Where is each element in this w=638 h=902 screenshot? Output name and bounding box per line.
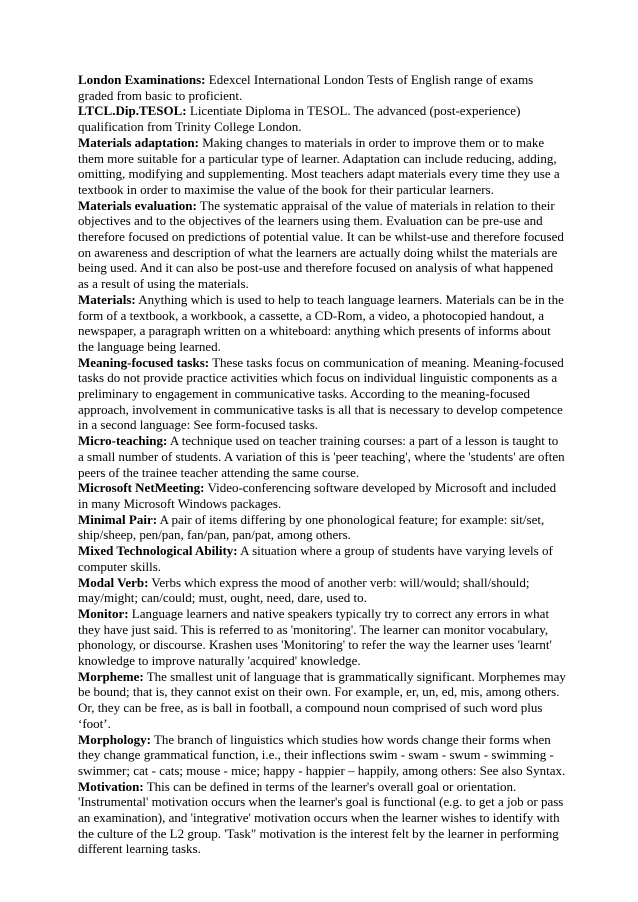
glossary-entry-morpheme: [78, 669, 566, 732]
glossary-entry-minimal-pair: [78, 512, 566, 543]
glossary-term: Morphology:: [78, 731, 151, 747]
glossary-entry-micro-teaching: [78, 433, 566, 480]
glossary-entry-modal-verb: [78, 575, 566, 606]
glossary-term: Modal Verb:: [78, 574, 149, 590]
glossary-definition: Video-conferencing software developed by Microsoft and included in many Microsoft Windows packages.: [78, 480, 557, 511]
glossary-entry-meaning-focused-tasks: [78, 355, 566, 434]
glossary-entry-london-examinations: [78, 72, 566, 103]
glossary-entry-materials: [78, 292, 566, 355]
glossary-term: Motivation:: [78, 778, 144, 794]
glossary-definition: A pair of items differing by one phonological feature; for example: sit/set, ship/sheep, pen/pan, fan/pan, pan/pat, among others.: [78, 511, 545, 543]
glossary-entry-microsoft-netmeeting: [78, 480, 566, 511]
glossary-definition: Licentiate Diploma in TESOL. The advanced (post-experience) qualification from Trinity College London.: [78, 103, 521, 135]
glossary-term: Materials:: [78, 291, 136, 307]
glossary-entry-mixed-technological-ability: [78, 543, 566, 574]
glossary-definition: The smallest unit of language that is grammatically significant. Morphemes may be bound; that is, they cannot exist on their own. For example, er, un, ed, mis, among others. Or, they can be free, as is ball in football, a compound noun comprised of such word plus ‘foot’.: [78, 668, 566, 731]
glossary-definition: A technique used on teacher training courses: a part of a lesson is taught to a small number of students. A variation of this is 'peer teaching', where the 'students' are often peers of the trainee teacher attending the same course.: [78, 433, 565, 480]
glossary-term: Mixed Technological Ability:: [78, 543, 238, 559]
glossary-term: Monitor:: [78, 605, 129, 621]
glossary-definition: This can be defined in terms of the learner's overall goal or orientation. 'Instrumental' motivation occurs when the learner's goal is functional (e.g. to get a job or pass an examination), and 'integrative' motivation occurs when the learner wishes to identify with the culture of the L2 group. 'Task" motivation is the interest felt by the learner in performing different learning tasks.: [78, 778, 564, 857]
glossary-term: Meaning-focused tasks:: [78, 354, 210, 370]
glossary-definition: The branch of linguistics which studies how words change their forms when they change grammatical function, i.e., their inflections swim - swam - swum - swimming - swimmer; cat - cats; mouse - mice; happy - happier – happily, among others: See also Syntax.: [78, 731, 566, 778]
glossary-term: Materials adaptation:: [78, 134, 199, 150]
glossary-definition: Verbs which express the mood of another verb: will/would; shall/should; may/might; can/could; must, ought, need, dare, used to.: [78, 574, 530, 606]
glossary-definition: Making changes to materials in order to improve them or to make them more suitable for a particular type of learner. Adaptation can include reducing, adding, omitting, modifying and supplementing. Most teachers adapt materials every time they use a textbook in order to maximise the value of the book for their particular learners.: [78, 134, 560, 197]
glossary-definition: A situation where a group of students have varying levels of computer skills.: [78, 543, 553, 574]
glossary-term: Materials evaluation:: [78, 197, 197, 213]
glossary-definition: Edexcel International London Tests of English range of exams graded from basic to proficient.: [78, 72, 534, 103]
glossary-term: Micro-teaching:: [78, 433, 168, 449]
glossary-term: London Examinations:: [78, 72, 206, 87]
glossary-definition: Language learners and native speakers typically try to correct any errors in what they have just said. This is referred to as 'monitoring'. The learner can monitor vocabulary, phonology, or discourse. Krashen uses 'Monitoring' to refer the way the learner uses 'learnt' knowledge to improve naturally 'acquired' knowledge.: [78, 605, 552, 669]
glossary-entry-ltcl-dip-tesol: [78, 103, 566, 134]
glossary-term: LTCL.Dip.TESOL:: [78, 103, 187, 119]
glossary-definition: The systematic appraisal of the value of materials in relation to their objectives and to the objectives of the learners using them. Evaluation can be pre-use and therefore focused on predictions of potential value. It can be whilst-use and therefore focused on awareness and description of what the learners are actually doing whilst the materials are being used. And it can also be post-use and therefore focused on analysis of what happened as a result of using the materials.: [78, 197, 564, 292]
glossary-entry-monitor: [78, 606, 566, 669]
glossary-term: Minimal Pair:: [78, 511, 158, 527]
glossary-entry-materials-adaptation: [78, 135, 566, 198]
glossary-entry-motivation: [78, 779, 566, 858]
glossary-term: Microsoft NetMeeting:: [78, 480, 205, 496]
glossary-definition: These tasks focus on communication of meaning. Meaning-focused tasks do not provide practice activities which focus on individual linguistic components as a preliminary to engagement in communicative tasks. According to the meaning-focused approach, involvement in communicative tasks is all that is necessary to develop competence in a second language: See form-focused tasks.: [78, 354, 564, 433]
glossary-entry-materials-evaluation: [78, 198, 566, 292]
glossary-entry-morphology: [78, 732, 566, 779]
glossary-definition: Anything which is used to help to teach language learners. Materials can be in the form of a textbook, a workbook, a cassette, a CD-Rom, a video, a photocopied handout, a newspaper, a paragraph written on a whiteboard: anything which presents of informs about the language being learned.: [78, 291, 564, 354]
glossary-page: [78, 72, 566, 857]
glossary-term: Morpheme:: [78, 668, 144, 684]
